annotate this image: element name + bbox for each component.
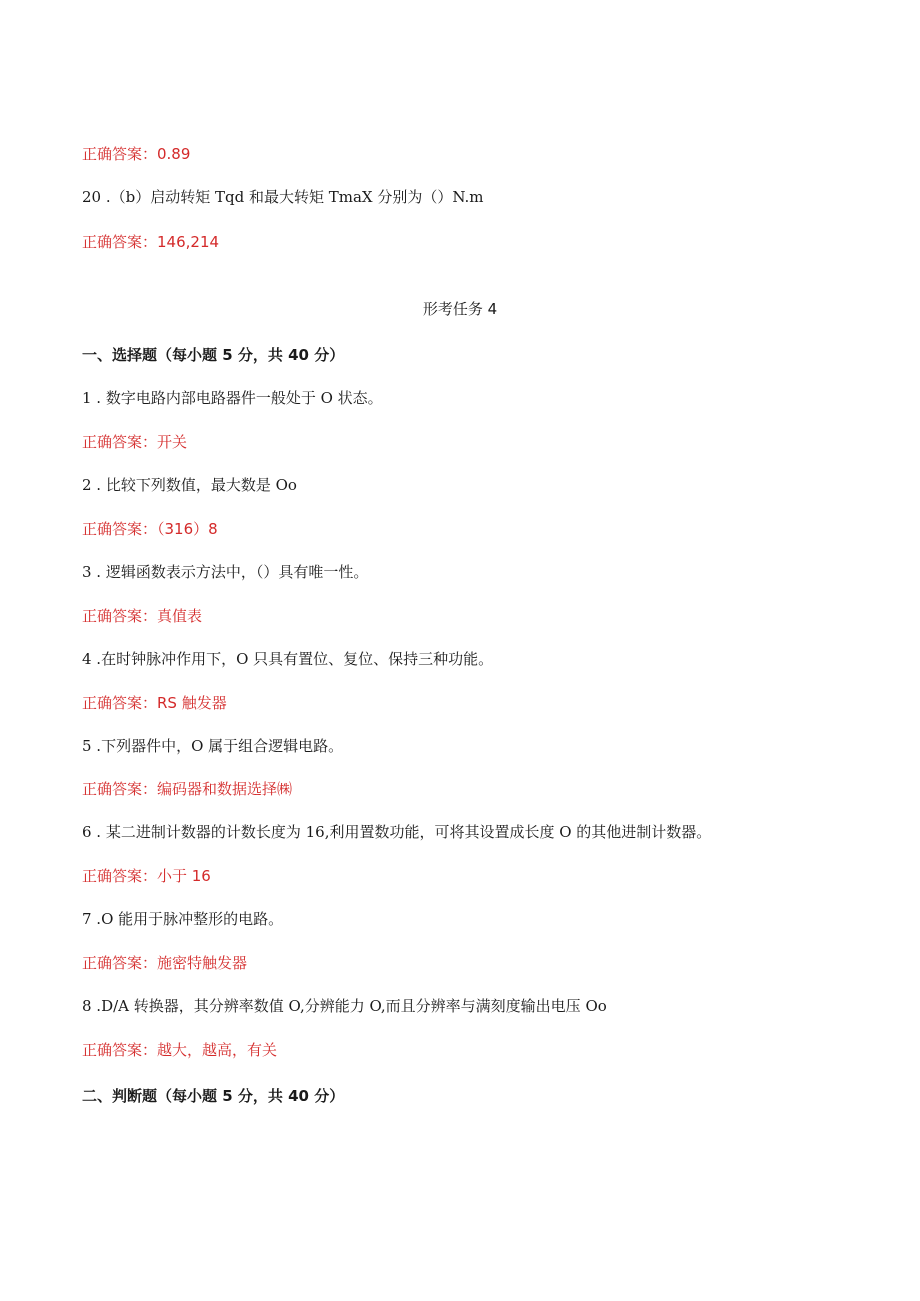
answer-8: 正确答案：越大，越高，有关 — [82, 1041, 278, 1059]
question-8: 8 .D/A 转换器，其分辨率数值 O,分辨能力 O,而且分辨率与满刻度输出电压 Oo — [82, 997, 607, 1015]
question-20: 20 .（b）启动转矩 Tqd 和最大转矩 TmaX 分别为（）N.m — [82, 188, 484, 206]
question-2: 2 . 比较下列数值，最大数是 Oo — [82, 476, 297, 494]
section-judgment-heading: 二、判断题（每小题 5 分，共 40 分） — [82, 1087, 345, 1105]
answer-7: 正确答案：施密特触发器 — [82, 954, 248, 972]
answer-5: 正确答案：编码器和数据选择㈱ — [82, 780, 293, 798]
question-1: 1 . 数字电路内部电路器件一般处于 O 状态。 — [82, 389, 383, 407]
question-3: 3 . 逻辑函数表示方法中，（）具有唯一性。 — [82, 563, 369, 581]
answer-6: 正确答案：小于 16 — [82, 867, 211, 885]
answer-1: 正确答案：开关 — [82, 433, 188, 451]
answer-3: 正确答案：真值表 — [82, 607, 203, 625]
section-choice-heading: 一、选择题（每小题 5 分，共 40 分） — [82, 346, 345, 364]
task-title: 形考任务 4 — [422, 300, 498, 318]
question-5: 5 .下列器件中，O 属于组合逻辑电路。 — [82, 737, 344, 755]
question-6: 6 . 某二进制计数器的计数长度为 16,利用置数功能，可将其设置成长度 O 的其他进制计数器。 — [82, 823, 712, 841]
answer-19: 正确答案：0.89 — [82, 145, 191, 163]
question-7: 7 .O 能用于脉冲整形的电路。 — [82, 910, 284, 928]
answer-2: 正确答案：（316）8 — [82, 520, 218, 538]
answer-20: 正确答案：146,214 — [82, 233, 220, 251]
question-4: 4 .在时钟脉冲作用下，O 只具有置位、复位、保持三种功能。 — [82, 650, 494, 668]
answer-4: 正确答案：RS 触发器 — [82, 694, 227, 712]
